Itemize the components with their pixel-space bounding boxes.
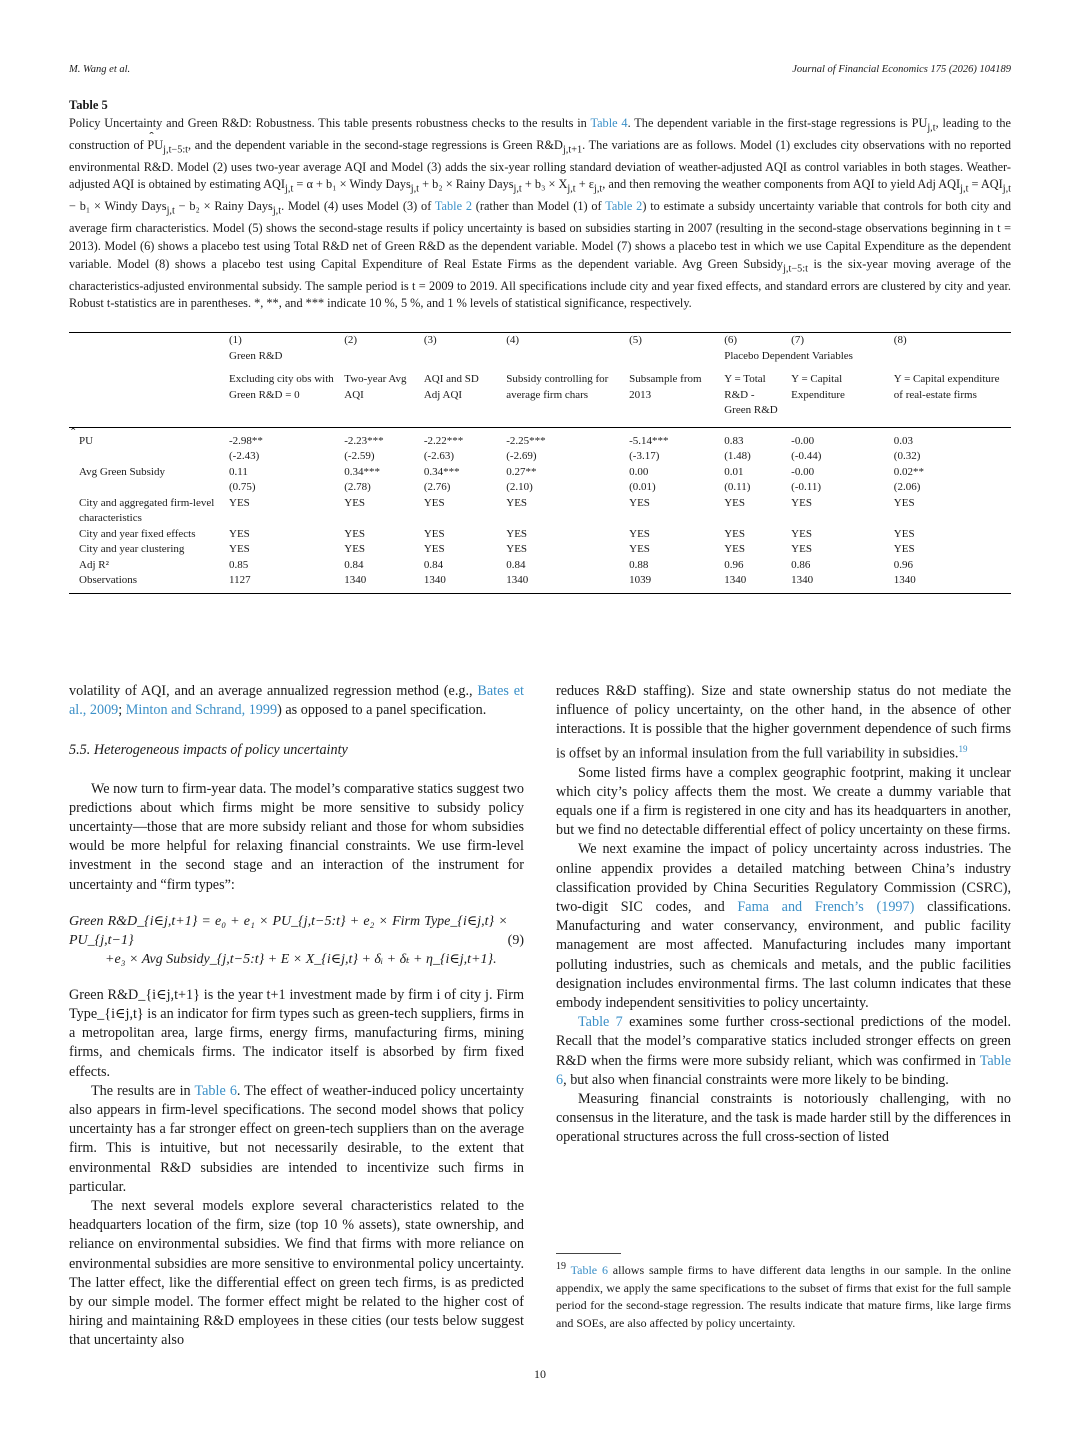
- equation-number: (9): [507, 932, 524, 948]
- table-cell: 0.34***: [423, 465, 460, 478]
- table-cell: YES: [229, 496, 250, 509]
- footnote-19-marker[interactable]: 19: [958, 743, 968, 754]
- left-paragraph-4: The results are in Table 6. The effect of weather-induced policy uncertainty also appears in firm-level specifications. The second model shows that policy uncertainty has a far stronger effect on green-tech suppliers than on the average firm. This is intuitive, but not necessarily desirable, to the extent that environmental R&D subsidies are intended to incentivize such firms in particular.: [69, 1082, 525, 1195]
- left-paragraph-3: Green R&D_{i∈j,t+1} is the year t+1 investment made by firm i of city j. Firm Type_{i∈j,t} is an indicator for firm types such as green-tech suppliers, firms in a metropolitan area, large firms, energy firms, manufacturing firms, mining firms, and chemicals firms. The indicator itself is absorbed by firm fixed effects.: [69, 986, 524, 1080]
- right-paragraph-4: Table 7 examines some further cross-sectional predictions of the model. Recall that the model’s comparative statics included stronger effects on green R&D when the firms were more subsidy reliant, which was confirmed in Table 6, but also when financial constraints were more likely to be binding.: [556, 1014, 1011, 1088]
- table-cell: YES: [724, 543, 746, 555]
- table-cell: (0.11): [724, 481, 751, 493]
- table-label: Table 5: [69, 98, 108, 112]
- left-paragraph-2: We now turn to firm-year data. The model’s comparative statics suggest two predictions about which firms might be more sensitive to subsidy policy uncertainty—those that are more subsidy reliant and those for whom subsidies would be more helpful for relaxing financial constraints. We use firm-level investment in the second stage and an interaction of the instrument for uncertainty and “firm types”:: [69, 780, 524, 893]
- table-cell: 0.02**: [893, 465, 925, 478]
- row-label: Adj R²: [79, 558, 109, 571]
- table-cell: 0.86: [791, 558, 811, 571]
- table-cell: (-2.63): [423, 450, 455, 462]
- table-cell: 1340: [418, 573, 500, 593]
- footnote-mark: 19: [556, 1261, 566, 1272]
- table-cell: 1340: [338, 573, 418, 593]
- table-cell: YES: [344, 527, 366, 540]
- table-cell: 1340: [718, 573, 785, 593]
- table-cell: -5.14***: [629, 434, 669, 447]
- table-cell: 0.27**: [506, 465, 537, 478]
- table-cell: 0.96: [893, 558, 914, 571]
- table-cell: 1340: [785, 573, 888, 593]
- equation-line-2: +e₃ × Avg Subsidy_{j,t−5:t} + E × X_{i∈j,t} + δᵢ + δₜ + η_{i∈j,t+1}.: [105, 951, 497, 967]
- table4-link[interactable]: Table 4: [590, 115, 628, 130]
- column-number: (5): [623, 333, 718, 349]
- table-row: [69, 573, 1011, 593]
- table-cell: 0.01: [724, 465, 744, 478]
- table-cell: (2.06): [893, 481, 921, 493]
- row-label: City and year fixed effects: [79, 527, 196, 540]
- results-table: [69, 332, 1011, 594]
- fama-french-citation-link[interactable]: Fama and French’s (1997): [737, 898, 915, 915]
- table-cell: YES: [893, 543, 915, 555]
- row-label: [69, 449, 223, 465]
- left-paragraph-1: volatility of AQI, and an average annualized regression method (e.g., Bates et al., 2009; Minton and Schrand, 1999) as opposed to a panel specification.: [69, 683, 524, 719]
- table-cell: YES: [791, 543, 812, 555]
- table-cell: 0.83: [724, 434, 744, 447]
- table6-link[interactable]: Table 6: [194, 1082, 237, 1099]
- table-cell: 0.11: [229, 465, 248, 478]
- table-row: [69, 527, 1011, 543]
- table-cell: 0.34***: [344, 465, 380, 478]
- table-cell: -0.00: [791, 465, 815, 478]
- equation-line-1: Green R&D_{i∈j,t+1} = e₀ + e₁ × PU_{j,t−5:t} + e₂ × Firm Type_{i∈j,t} × PU_{j,t−1}: [69, 913, 508, 948]
- table-header-groups: [69, 349, 1011, 365]
- table2-link[interactable]: Table 2: [434, 199, 472, 214]
- table-cell: YES: [506, 496, 528, 509]
- table-cell: YES: [423, 543, 445, 555]
- table-cell: (-0.11): [791, 481, 821, 493]
- running-header-journal: Journal of Financial Economics 175 (2026) 104189: [792, 64, 1011, 75]
- table-cell: YES: [724, 527, 746, 540]
- column-description: Subsidy controlling for average firm chars: [500, 372, 623, 427]
- table-row: [69, 434, 1011, 450]
- table-cell: 0.03: [893, 434, 914, 447]
- table-cell: (0.32): [893, 450, 921, 462]
- table-cell: 0.96: [724, 558, 744, 571]
- table-row: [69, 496, 1011, 527]
- footnote-19: $^{19}$ Table 6 allows sample firms to have different data lengths in our sample. In the online appendix, we apply the same specifications to the subset of firms that exist for the full sample period for the second-stage regression. The results indicate that mature firms, like large firms and SOEs, are also affected by policy uncertainty.: [556, 1261, 1011, 1330]
- column-description: Two-year Avg AQI: [338, 372, 418, 427]
- column-description: Subsample from 2013: [623, 372, 718, 427]
- group-green-rd: Green R&D: [229, 349, 283, 362]
- table-cell: YES: [629, 543, 650, 555]
- table-row: [69, 542, 1011, 558]
- row-label: Observations: [69, 573, 223, 593]
- column-description: Y = Total R&D - Green R&D: [718, 372, 785, 427]
- table-cell: -0.00: [791, 434, 815, 447]
- table-cell: YES: [423, 527, 445, 540]
- table-cell: YES: [229, 543, 250, 555]
- footnote-table6-link[interactable]: Table 6: [570, 1263, 608, 1277]
- left-paragraph-5: The next several models explore several characteristics related to the headquarters location of the firm, size (top 10 % assets), state ownership, and reliance on environmental subsidies. We find that firms with more reliance on environmental subsidies are more sensitive to environmental policy uncertainty. The latter effect, like the differential effect on green tech firms, is as predicted by our simple model. The former effect might be related to the higher cost of hiring and maintaining R&D employees in these cities (our tests below suggest that uncertainty also: [69, 1198, 524, 1349]
- table-cell: YES: [893, 527, 915, 540]
- table-cell: YES: [344, 496, 366, 509]
- table-header-descriptions: [69, 372, 1011, 427]
- table-row: [69, 449, 1011, 465]
- table-cell: YES: [344, 543, 366, 555]
- table-cell: -2.25***: [506, 434, 546, 447]
- table-cell: 1340: [500, 573, 623, 593]
- table-cell: YES: [423, 496, 445, 509]
- row-label: City and year clustering: [79, 543, 185, 555]
- table-cell: -2.23***: [344, 434, 384, 447]
- table-cell: YES: [893, 496, 915, 509]
- table7-link[interactable]: Table 7: [578, 1014, 623, 1031]
- table-cell: YES: [629, 527, 650, 540]
- table-row: [69, 465, 1011, 481]
- equation-9: [69, 912, 524, 969]
- minton-citation-link[interactable]: Minton and Schrand, 1999: [125, 702, 278, 719]
- table-cell: YES: [506, 527, 528, 540]
- table-caption: [69, 97, 1011, 313]
- table-cell: (2.10): [506, 481, 533, 493]
- column-number: (4): [500, 333, 623, 349]
- page-number: 10: [534, 1367, 546, 1381]
- footnote-rule: [556, 1253, 621, 1254]
- table-cell: YES: [229, 527, 250, 540]
- table-cell: 1340: [888, 573, 1011, 593]
- table-cell: (2.78): [344, 481, 371, 493]
- column-number: (8): [888, 333, 1011, 349]
- column-number: (3): [418, 333, 500, 349]
- table-row: [69, 480, 1011, 496]
- running-header-authors: M. Wang et al.: [69, 64, 131, 75]
- table-cell: (2.76): [423, 481, 451, 493]
- column-number: (7): [785, 333, 888, 349]
- table-cell: 0.84: [344, 558, 364, 571]
- table-cell: 0.84: [506, 558, 526, 571]
- table-cell: 0.00: [629, 465, 649, 478]
- column-description: Y = Capital Expenditure: [785, 372, 888, 427]
- table-cell: YES: [724, 496, 746, 509]
- table-cell: YES: [791, 496, 812, 509]
- table-cell: -2.98**: [229, 434, 263, 447]
- group-placebo: Placebo Dependent Variables: [724, 349, 853, 362]
- table-cell: 0.88: [629, 558, 649, 571]
- table-cell: -2.22***: [423, 434, 464, 447]
- right-paragraph-3: We next examine the impact of policy uncertainty across industries. The online appendix provides a detailed matching between China’s industry classification provided by China Securities Regulatory Commission (CSRC), two-digit SIC codes, and Fama and French’s (1997) classifications. Manufacturing and water conservancy, environment, and public facility management are most affected. Manufacturing includes many important polluting industries, such as chemicals and metals, and the public facilities designation includes environmental firms. The last column indicates that these embody independent sensitivities to policy uncertainty.: [556, 841, 1011, 1011]
- table-row: [69, 558, 1011, 574]
- table-cell: 0.85: [229, 558, 249, 571]
- left-column: [69, 682, 524, 1351]
- row-label: City and aggregated firm-level characteristics: [79, 496, 215, 524]
- table-cell: (1.48): [724, 450, 751, 462]
- row-label: Avg Green Subsidy: [79, 465, 165, 478]
- table-cell: (0.01): [629, 481, 656, 493]
- table2-link-2[interactable]: Table 2: [605, 199, 643, 214]
- right-paragraph-5: Measuring financial constraints is notoriously challenging, with no consensus in the literature, and the task is made harder still by the differences in operational structures across the full cross-section of listed: [556, 1091, 1011, 1146]
- column-description: Y = Capital expenditure of real-estate firms: [888, 372, 1011, 427]
- column-description: Excluding city obs with Green R&D = 0: [223, 372, 338, 427]
- table-cell: (-2.69): [506, 450, 537, 462]
- table-cell: 1127: [223, 573, 338, 593]
- caption-text: Policy Uncertainty and Green R&D: Robustness. This table presents robustness checks to the results in Table 4. The dependent variable in the first-stage regressions is $PU_{j,t}$, leading to the construction of ˆ $PU_{j,t-5:t}$, and the dependent variable in the second-stage regressions is Green $R\&D_{j,t+1}$. The variations are as follows. Model (1) excludes city observations with no reported environmental R&D. Model (2) uses two-year average AQI and Model (3) adds the six-year rolling standard deviation of weather-adjusted AQI as control variables in both stages. Weather-adjusted AQI is obtained by estimating $AQI_{j,t} = \alpha + b_1$ × Windy Days$_{j,t}$ + b₂ × Rainy Days$_{j,t}$ + $b_3 \times X_{j,t} + \varepsilon_{j,t}$, and then removing the weather components from AQI to yield Adj $AQI_{j,t} = AQI_{j,t} - b_1$ × Windy Days$_{j,t}$ − b₂ × Rainy Days$_{j,t}$. Model (4) uses Model (3) of Table 2 (rather than Model (1) of Table 2) to estimate a subsidy uncertainty variable that controls for both city and average firm characteristics. Model (5) shows the second-stage results if policy uncertainty is based on subsidies starting in 2007 (resulting in the second-stage observations beginning in t = 2013). Model (6) shows a placebo test using Total R&D net of Green R&D as the dependent variable. Model (7) shows a placebo test in which we use Capital Expenditure as the dependent variable. Model (8) shows a placebo test using Capital Expenditure of Real Estate Firms as the dependent variable. Avg Green Subsidy$_{j,t-5:t}$ is the six-year moving average of the characteristics-adjusted environmental subsidy. The sample period is t = 2009 to 2019. All specifications include city and year fixed effects, and standard errors are clustered by city and year. Robust t-statistics are in parentheses. *, **, and *** indicate 10 %, 5 %, and 1 % levels of statistical significance, respectively.: [69, 115, 1011, 313]
- table-cell: (0.75): [229, 481, 256, 493]
- column-number: (2): [338, 333, 418, 349]
- table-header-numbers: [69, 333, 1011, 349]
- column-number: (1): [223, 333, 338, 349]
- table6-link-2[interactable]: Table 6: [556, 1052, 1011, 1088]
- table-cell: YES: [791, 527, 812, 540]
- table-cell: 1039: [623, 573, 718, 593]
- column-number: (6): [718, 333, 785, 349]
- row-label: [69, 480, 223, 496]
- section-heading: 5.5. Heterogeneous impacts of policy uncertainty: [69, 742, 348, 759]
- table-cell: YES: [506, 543, 528, 555]
- table-cell: (-0.44): [791, 450, 822, 462]
- table-cell: YES: [629, 496, 650, 509]
- column-description: AQI and SD Adj AQI: [418, 372, 500, 427]
- right-paragraph-1: reduces R&D staffing). Size and state ownership status do not mediate the influence of policy uncertainty, on the other hand, in the absence of other interactions. It is possible that the higher government dependence of such firms is offset by an informal insulation from the full variability in subsidies.$^{19}$: [556, 683, 1011, 762]
- bates-citation-link[interactable]: Bates et al., 2009: [69, 683, 524, 719]
- row-label: ˆ PU: [69, 434, 223, 450]
- table-cell: (-2.43): [229, 450, 260, 462]
- table-cell: (-3.17): [629, 450, 660, 462]
- right-paragraph-2: Some listed firms have a complex geographic footprint, making it unclear which city’s policy affects them the most. We create a dummy variable that equals one if a firm is registered in one city and has its headquarters in another, but we find no detectable differential effect of policy uncertainty on these firms.: [556, 764, 1011, 839]
- table-cell: 0.84: [423, 558, 444, 571]
- table-cell: (-2.59): [344, 450, 375, 462]
- right-column: [556, 682, 1011, 1148]
